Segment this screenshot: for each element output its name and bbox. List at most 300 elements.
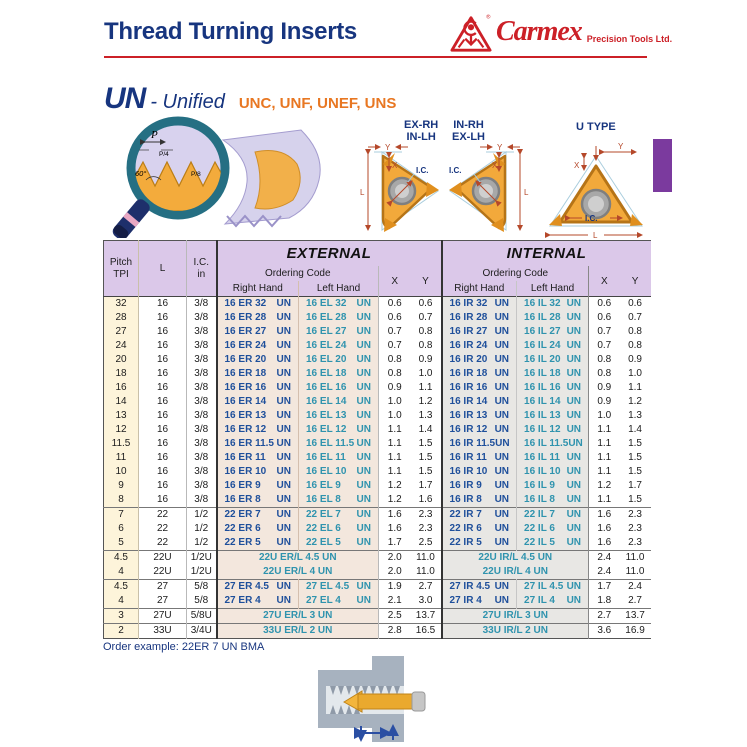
cell: 1.6 bbox=[597, 523, 612, 534]
ordering-code-cell: 22U IR/L 4 UN bbox=[442, 565, 589, 580]
cell: 16 bbox=[139, 367, 187, 381]
table-row bbox=[104, 423, 651, 437]
table-row bbox=[104, 395, 651, 409]
ordering-code-cell: 27 IL 4.5 UN bbox=[517, 580, 589, 595]
cell: 1.7 bbox=[628, 480, 642, 491]
ordering-code-cell: 16 IL 27 UN bbox=[517, 325, 589, 339]
header-l: L bbox=[139, 241, 187, 297]
cell: 1.1 bbox=[387, 424, 402, 435]
ordering-code-cell: 16 IR 16 UN bbox=[442, 381, 517, 395]
cell: 0.7 bbox=[628, 312, 642, 323]
cell: 24 bbox=[104, 339, 139, 353]
brand-logo bbox=[450, 12, 672, 54]
brand-name: Carmex bbox=[496, 16, 582, 47]
ordering-code-cell: 16 IR 11 UN bbox=[442, 451, 517, 465]
cell: 1.1 bbox=[597, 438, 612, 449]
header-x-int: X bbox=[589, 266, 620, 297]
table-row bbox=[104, 367, 651, 381]
series-suffix: - Unified bbox=[150, 91, 225, 113]
cell: 2.4 bbox=[589, 551, 620, 566]
cell: 16 bbox=[139, 381, 187, 395]
brand-suffix: Precision Tools Ltd. bbox=[586, 34, 673, 44]
header-y-int: Y bbox=[620, 266, 651, 297]
cell: 2.7 bbox=[628, 595, 642, 606]
cell: 0.9 bbox=[597, 396, 612, 407]
ordering-code-cell: 16 IR 14 UN bbox=[442, 395, 517, 409]
cell: 1.2 bbox=[387, 480, 402, 491]
cell: 0.9 bbox=[387, 382, 402, 393]
ordering-code-cell: 16 IR 18 UN bbox=[442, 367, 517, 381]
cell: 1.1 bbox=[387, 466, 402, 477]
cell: 9 bbox=[104, 479, 139, 493]
cell: 2.4 bbox=[620, 580, 651, 595]
cell: 2.5 bbox=[379, 609, 411, 624]
cell: 20 bbox=[104, 353, 139, 367]
table-row bbox=[104, 311, 651, 325]
ordering-code-cell: 16 IR 28 UN bbox=[442, 311, 517, 325]
ordering-code-cell: 16 IR 9 UN bbox=[442, 479, 517, 493]
cell: 16 bbox=[139, 479, 187, 493]
ordering-code-cell: 27 EL 4 UN bbox=[299, 594, 379, 609]
cell: 4.5 bbox=[104, 580, 139, 595]
cell: 27U bbox=[139, 609, 187, 624]
header-y-ext: Y bbox=[411, 266, 442, 297]
cell: 4 bbox=[104, 594, 139, 609]
cell: 2.7 bbox=[589, 609, 620, 624]
cell: 16 bbox=[139, 353, 187, 367]
table-body bbox=[104, 297, 651, 639]
cell: 5/8 bbox=[187, 580, 217, 595]
table-row bbox=[104, 479, 651, 493]
cell: 1.4 bbox=[411, 423, 442, 437]
cell: 0.8 bbox=[628, 340, 642, 351]
ordering-code-cell: 16 ER 24 UN bbox=[217, 339, 299, 353]
cell: 0.6 bbox=[597, 298, 612, 309]
cell: 3/8 bbox=[187, 437, 217, 451]
cell: 11.0 bbox=[620, 551, 651, 566]
cell: 3/8 bbox=[187, 353, 217, 367]
y-dim-label: Y bbox=[497, 143, 503, 152]
ordering-code-cell: 16 IL 10 UN bbox=[517, 465, 589, 479]
cell: 3/8 bbox=[187, 423, 217, 437]
table-row bbox=[104, 609, 651, 624]
insert-label-in-rh: IN-RH EX-LH bbox=[452, 119, 485, 143]
header-ordering-code-int: Ordering Code bbox=[442, 266, 589, 281]
ic-dim-label: I.C. bbox=[449, 166, 462, 175]
ordering-code-cell: 22 EL 6 UN bbox=[299, 522, 379, 536]
cell: 2.3 bbox=[620, 508, 651, 523]
cell: 1.0 bbox=[411, 367, 442, 381]
cell: 0.9 bbox=[628, 354, 642, 365]
ordering-code-cell: 22 IR 5 UN bbox=[442, 536, 517, 551]
cell: 1.6 bbox=[597, 537, 612, 548]
pitch-label: P bbox=[151, 129, 158, 141]
cell: 3/8 bbox=[187, 311, 217, 325]
ordering-code-cell: 16 EL 13 UN bbox=[299, 409, 379, 423]
ordering-code-cell: 16 IL 18 UN bbox=[517, 367, 589, 381]
cell: 1.6 bbox=[411, 493, 442, 508]
cell: 0.9 bbox=[411, 353, 442, 367]
cell: 16.9 bbox=[620, 624, 651, 639]
ordering-code-cell: 16 EL 11 UN bbox=[299, 451, 379, 465]
cell: 3.6 bbox=[589, 624, 620, 639]
cell: 5 bbox=[104, 536, 139, 551]
ordering-code-cell: 16 EL 10 UN bbox=[299, 465, 379, 479]
cell: 3/8 bbox=[187, 367, 217, 381]
order-example: Order example: 22ER 7 UN BMA bbox=[103, 641, 265, 653]
cell: 28 bbox=[104, 311, 139, 325]
cell: 1.9 bbox=[379, 580, 411, 595]
ordering-code-cell: 16 IL 32 UN bbox=[517, 297, 589, 312]
ordering-code-cell: 16 IR 32 UN bbox=[442, 297, 517, 312]
cell: 11.5 bbox=[104, 437, 139, 451]
ordering-code-cell: 22U ER/L 4.5 UN bbox=[217, 551, 379, 566]
table-row bbox=[104, 339, 651, 353]
cell: 11 bbox=[104, 451, 139, 465]
cell: 0.8 bbox=[387, 368, 402, 379]
cell: 7 bbox=[104, 508, 139, 523]
cell: 1.7 bbox=[411, 479, 442, 493]
ordering-code-cell: 16 EL 12 UN bbox=[299, 423, 379, 437]
ordering-code-cell: 16 EL 18 UN bbox=[299, 367, 379, 381]
cell: 1.5 bbox=[628, 494, 642, 505]
ordering-code-cell: 22 IL 7 UN bbox=[517, 508, 589, 523]
cell: 1.1 bbox=[597, 494, 612, 505]
cell: 13.7 bbox=[620, 609, 651, 624]
cell: 16 bbox=[104, 381, 139, 395]
cell: 1.0 bbox=[628, 368, 642, 379]
ordering-code-cell: 16 IL 11 UN bbox=[517, 451, 589, 465]
cell: 1.7 bbox=[387, 537, 402, 548]
ordering-code-cell: 16 IL 16 UN bbox=[517, 381, 589, 395]
cell: 16 bbox=[139, 493, 187, 508]
ordering-code-cell: 16 ER 14 UN bbox=[217, 395, 299, 409]
series-name: UN bbox=[104, 82, 146, 115]
table-row bbox=[104, 353, 651, 367]
ordering-code-cell: 16 ER 13 UN bbox=[217, 409, 299, 423]
cell: 3/8 bbox=[187, 451, 217, 465]
ordering-code-cell: 16 IR 13 UN bbox=[442, 409, 517, 423]
cell: 6 bbox=[104, 522, 139, 536]
ordering-code-cell: 16 ER 28 UN bbox=[217, 311, 299, 325]
ordering-code-cell: 22U ER/L 4 UN bbox=[217, 565, 379, 580]
table-row bbox=[104, 381, 651, 395]
carmex-logo-icon bbox=[450, 12, 492, 54]
cell: 0.6 bbox=[628, 298, 642, 309]
insert-diagram-ex-rh bbox=[352, 140, 444, 238]
cell: 0.8 bbox=[411, 339, 442, 353]
cell: 1.5 bbox=[628, 438, 642, 449]
ordering-code-cell: 16 EL 32 UN bbox=[299, 297, 379, 312]
header-external: EXTERNAL bbox=[217, 241, 442, 267]
insert-diagram-in-rh bbox=[444, 140, 536, 238]
ordering-code-cell: 16 IR 12 UN bbox=[442, 423, 517, 437]
cell: 2.3 bbox=[411, 508, 442, 523]
l-dim-label: L bbox=[593, 231, 598, 240]
header-x-ext: X bbox=[379, 266, 411, 297]
cell: 0.7 bbox=[387, 326, 402, 337]
inserts-table bbox=[103, 240, 651, 639]
ordering-code-cell: 16 ER 32 UN bbox=[217, 297, 299, 312]
y-dim-label: Y bbox=[618, 142, 624, 151]
table-row bbox=[104, 451, 651, 465]
cell: 16 bbox=[139, 465, 187, 479]
cell: 11.0 bbox=[411, 551, 442, 566]
cell: 0.8 bbox=[597, 354, 612, 365]
ordering-code-cell: 16 IL 28 UN bbox=[517, 311, 589, 325]
table-row bbox=[104, 580, 651, 595]
cell: 1/2 bbox=[187, 508, 217, 523]
table-row bbox=[104, 297, 651, 312]
ordering-code-cell: 16 IL 12 UN bbox=[517, 423, 589, 437]
cell: 3/8 bbox=[187, 493, 217, 508]
cell: 27 bbox=[139, 594, 187, 609]
cell: 2.5 bbox=[411, 536, 442, 551]
cell: 1.1 bbox=[628, 382, 642, 393]
cell: 3.0 bbox=[411, 594, 442, 609]
cell: 22 bbox=[139, 522, 187, 536]
ordering-code-cell: 16 ER 18 UN bbox=[217, 367, 299, 381]
ordering-code-cell: 16 IR 10 UN bbox=[442, 465, 517, 479]
ordering-code-cell: 16 ER 8 UN bbox=[217, 493, 299, 508]
ordering-code-cell: 22 IR 6 UN bbox=[442, 522, 517, 536]
cell: 2.3 bbox=[628, 537, 642, 548]
cell: 16 bbox=[139, 325, 187, 339]
ordering-code-cell: 27U ER/L 3 UN bbox=[217, 609, 379, 624]
registered-mark: ® bbox=[486, 14, 491, 21]
ordering-code-cell: 16 IL 14 UN bbox=[517, 395, 589, 409]
header-left-hand-int: Left Hand bbox=[517, 281, 589, 297]
ic-dim-label: I.C. bbox=[416, 166, 429, 175]
cell: 3 bbox=[104, 609, 139, 624]
cell: 1.5 bbox=[628, 466, 642, 477]
ordering-code-cell: 16 ER 11.5 UN bbox=[217, 437, 299, 451]
table-row bbox=[104, 465, 651, 479]
cell: 1.1 bbox=[597, 466, 612, 477]
cell: 16.5 bbox=[411, 624, 442, 639]
cell: 1/2U bbox=[187, 551, 217, 566]
cell: 22 bbox=[139, 536, 187, 551]
table-row bbox=[104, 565, 651, 580]
ordering-code-cell: 16 IL 9 UN bbox=[517, 479, 589, 493]
cell: 2.4 bbox=[597, 566, 612, 577]
ordering-code-cell: 16 IR 20 UN bbox=[442, 353, 517, 367]
page-edge-tab bbox=[653, 139, 672, 192]
ordering-code-cell: 22 EL 7 UN bbox=[299, 508, 379, 523]
table-row bbox=[104, 594, 651, 609]
cell: 3/8 bbox=[187, 479, 217, 493]
ordering-code-cell: 22 ER 5 UN bbox=[217, 536, 299, 551]
cell: 0.7 bbox=[597, 340, 612, 351]
cell: 3/8 bbox=[187, 465, 217, 479]
ordering-code-cell: 16 ER 12 UN bbox=[217, 423, 299, 437]
cell: 2.8 bbox=[379, 624, 411, 639]
insert-label-ex-rh: EX-RH IN-LH bbox=[404, 119, 439, 143]
cell: 1.3 bbox=[628, 410, 642, 421]
table-row bbox=[104, 522, 651, 536]
table-row bbox=[104, 493, 651, 508]
ordering-code-cell: 22 EL 5 UN bbox=[299, 536, 379, 551]
cell: 1/2U bbox=[187, 565, 217, 580]
cell: 0.7 bbox=[597, 326, 612, 337]
cell: 16 bbox=[139, 409, 187, 423]
ordering-code-cell: 16 EL 16 UN bbox=[299, 381, 379, 395]
cell: 2 bbox=[104, 624, 139, 639]
cell: 2.0 bbox=[379, 551, 411, 566]
cell: 33U bbox=[139, 624, 187, 639]
cell: 1.1 bbox=[411, 381, 442, 395]
ordering-code-cell: 16 ER 11 UN bbox=[217, 451, 299, 465]
header-right-hand-int: Right Hand bbox=[442, 281, 517, 297]
cell: 1.5 bbox=[411, 465, 442, 479]
cell: 18 bbox=[104, 367, 139, 381]
cell: 16 bbox=[139, 395, 187, 409]
cell: 5/8 bbox=[187, 594, 217, 609]
cell: 13.7 bbox=[411, 609, 442, 624]
ordering-code-cell: 16 EL 11.5 UN bbox=[299, 437, 379, 451]
cell: 13 bbox=[104, 409, 139, 423]
ordering-code-cell: 16 ER 9 UN bbox=[217, 479, 299, 493]
cell: 1/2 bbox=[187, 536, 217, 551]
cell: 0.8 bbox=[387, 354, 402, 365]
cell: 2.3 bbox=[628, 523, 642, 534]
ordering-code-cell: 22 ER 7 UN bbox=[217, 508, 299, 523]
ordering-code-cell: 22 IL 6 UN bbox=[517, 522, 589, 536]
cell: 1.4 bbox=[628, 424, 642, 435]
ordering-code-cell: 16 IL 13 UN bbox=[517, 409, 589, 423]
cell: 2.3 bbox=[411, 522, 442, 536]
ordering-code-cell: 16 ER 10 UN bbox=[217, 465, 299, 479]
cell: 1.5 bbox=[411, 437, 442, 451]
ordering-code-cell: 27U IR/L 3 UN bbox=[442, 609, 589, 624]
cell: 1.0 bbox=[387, 396, 402, 407]
cell: 27 bbox=[104, 325, 139, 339]
ordering-code-cell: 16 EL 9 UN bbox=[299, 479, 379, 493]
insert-diagram-u-type bbox=[540, 138, 652, 240]
cell: 1.0 bbox=[597, 410, 612, 421]
cell: 32 bbox=[104, 297, 139, 312]
cell: 1.2 bbox=[387, 494, 402, 505]
cell: 16 bbox=[139, 297, 187, 312]
insert-label-u-type: U TYPE bbox=[576, 121, 616, 133]
cell: 10 bbox=[104, 465, 139, 479]
cell: 2.0 bbox=[387, 566, 402, 577]
ordering-code-cell: 16 IL 8 UN bbox=[517, 493, 589, 508]
cell: 0.6 bbox=[597, 312, 612, 323]
table-row bbox=[104, 325, 651, 339]
ordering-code-cell: 27 IR 4.5 UN bbox=[442, 580, 517, 595]
cell: 1.6 bbox=[387, 523, 402, 534]
cell: 1.7 bbox=[589, 580, 620, 595]
ordering-code-cell: 16 ER 20 UN bbox=[217, 353, 299, 367]
table-row bbox=[104, 536, 651, 551]
cell: 0.6 bbox=[411, 297, 442, 312]
ordering-code-cell: 16 EL 8 UN bbox=[299, 493, 379, 508]
ic-dim-label: I.C. bbox=[585, 214, 598, 223]
cell: 22U bbox=[139, 551, 187, 566]
cell: 3/8 bbox=[187, 339, 217, 353]
cell: 3/8 bbox=[187, 409, 217, 423]
cell: 1.5 bbox=[411, 451, 442, 465]
table-row bbox=[104, 409, 651, 423]
cell: 16 bbox=[139, 311, 187, 325]
header-rule bbox=[104, 56, 647, 58]
ordering-code-cell: 27 ER 4 UN bbox=[217, 594, 299, 609]
ordering-code-cell: 16 EL 24 UN bbox=[299, 339, 379, 353]
cell: 4 bbox=[104, 565, 139, 580]
thread-profile-illustration bbox=[103, 110, 348, 238]
ordering-code-cell: 22U IR/L 4.5 UN bbox=[442, 551, 589, 566]
cell: 0.6 bbox=[387, 298, 402, 309]
ordering-code-cell: 16 ER 16 UN bbox=[217, 381, 299, 395]
ordering-code-cell: 16 IL 24 UN bbox=[517, 339, 589, 353]
cell: 0.6 bbox=[387, 312, 402, 323]
cell: 8 bbox=[104, 493, 139, 508]
ordering-code-cell: 16 IR 24 UN bbox=[442, 339, 517, 353]
ordering-code-cell: 16 ER 27 UN bbox=[217, 325, 299, 339]
ordering-code-cell: 16 IL 20 UN bbox=[517, 353, 589, 367]
cell: 1.1 bbox=[597, 452, 612, 463]
ordering-code-cell: 16 IR 8 UN bbox=[442, 493, 517, 508]
threading-operation-illustration bbox=[300, 648, 470, 747]
ordering-code-cell: 33U ER/L 2 UN bbox=[217, 624, 379, 639]
y-dim-label: Y bbox=[385, 143, 391, 152]
cell: 0.9 bbox=[597, 382, 612, 393]
cell: 11.0 bbox=[411, 565, 442, 580]
ordering-code-cell: 16 EL 27 UN bbox=[299, 325, 379, 339]
ordering-code-cell: 27 IL 4 UN bbox=[517, 594, 589, 609]
cell: 1.6 bbox=[589, 508, 620, 523]
angle-label: 60° bbox=[135, 169, 147, 178]
cell: 1.0 bbox=[387, 410, 402, 421]
cell: 16 bbox=[139, 437, 187, 451]
x-dim-label: X bbox=[392, 161, 398, 170]
cell: 1.1 bbox=[387, 438, 402, 449]
ordering-code-cell: 27 EL 4.5 UN bbox=[299, 580, 379, 595]
header-pitch: Pitch TPI bbox=[104, 241, 139, 297]
table-row bbox=[104, 508, 651, 523]
header-right-hand-ext: Right Hand bbox=[217, 281, 299, 297]
cell: 3/8 bbox=[187, 297, 217, 312]
ordering-code-cell: 16 EL 14 UN bbox=[299, 395, 379, 409]
cell: 1.3 bbox=[411, 409, 442, 423]
l-dim-label: L bbox=[524, 188, 529, 197]
cell: 0.8 bbox=[628, 326, 642, 337]
cell: 1.1 bbox=[597, 424, 612, 435]
header-internal: INTERNAL bbox=[442, 241, 651, 267]
cell: 16 bbox=[139, 423, 187, 437]
cell: 22U bbox=[139, 565, 187, 580]
ordering-code-cell: 22 IL 5 UN bbox=[517, 536, 589, 551]
cell: 3/4U bbox=[187, 624, 217, 639]
l-dim-label: L bbox=[360, 188, 365, 197]
cell: 3/8 bbox=[187, 381, 217, 395]
ordering-code-cell: 22 ER 6 UN bbox=[217, 522, 299, 536]
cell: 4.5 bbox=[104, 551, 139, 566]
ordering-code-cell: 16 IR 27 UN bbox=[442, 325, 517, 339]
header-left-hand-ext: Left Hand bbox=[299, 281, 379, 297]
header-ordering-code-ext: Ordering Code bbox=[217, 266, 379, 281]
cell: 5/8U bbox=[187, 609, 217, 624]
cell: 1.2 bbox=[597, 480, 612, 491]
cell: 12 bbox=[104, 423, 139, 437]
cell: 16 bbox=[139, 339, 187, 353]
cell: 22 bbox=[139, 508, 187, 523]
cell: 16 bbox=[139, 451, 187, 465]
cell: 1/2 bbox=[187, 522, 217, 536]
ordering-code-cell: 16 IL 11.5 UN bbox=[517, 437, 589, 451]
cell: 0.7 bbox=[387, 340, 402, 351]
